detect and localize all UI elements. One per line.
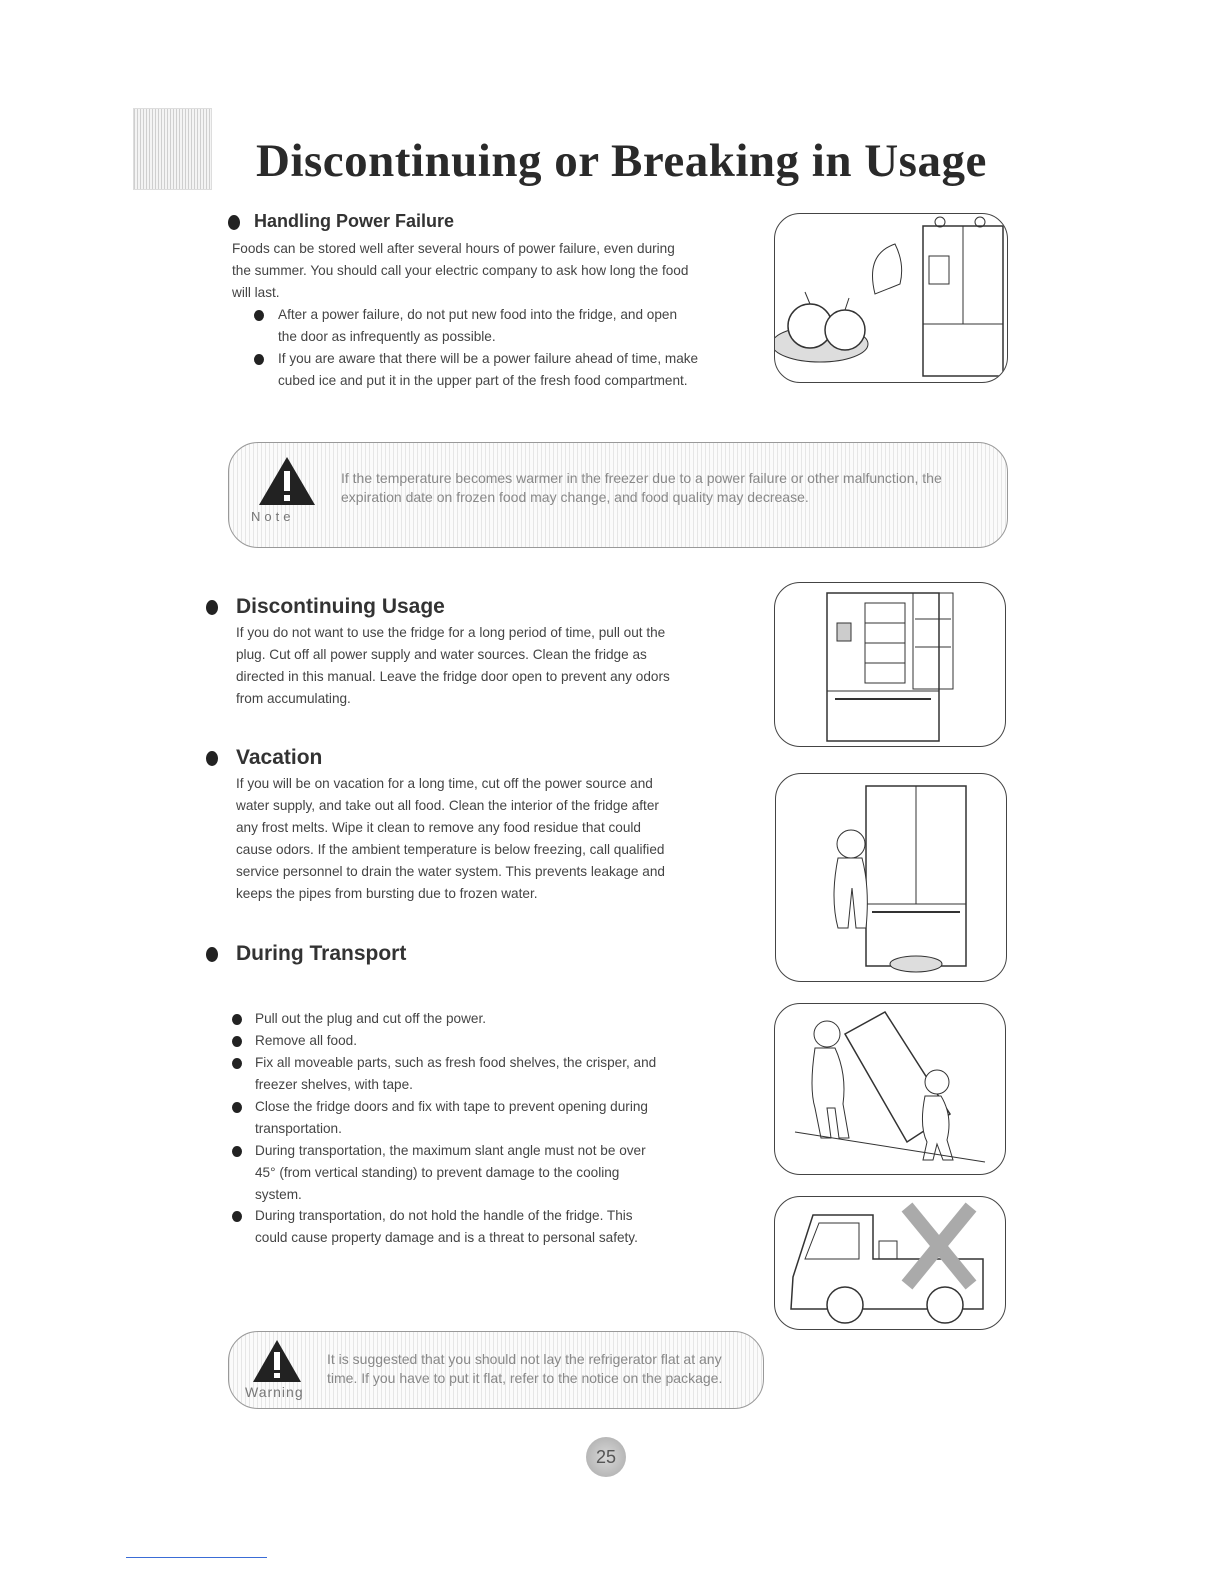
warning-box [228,1331,764,1409]
transport-heading: During Transport [236,942,407,965]
warning-line: It is suggested that you should not lay the refrigerator flat at any [327,1351,722,1367]
discontinuing-line: from accumulating. [236,691,351,706]
transport-bullet: transportation. [255,1121,342,1136]
transport-bullet: During transportation, the maximum slant angle must not be over [255,1143,646,1158]
power-failure-bullet: the door as infrequently as possible. [278,329,496,344]
bullet-dot-icon [254,310,264,321]
transport-bullet: could cause property damage and is a threat to personal safety. [255,1230,638,1245]
discontinuing-line: If you do not want to use the fridge for a long period of time, pull out the [236,625,666,640]
transport-bullet: 45° (from vertical standing) to prevent damage to the cooling [255,1165,620,1180]
transport-bullet: Fix all moveable parts, such as fresh food shelves, the crisper, and [255,1055,657,1070]
transport-bullet: Pull out the plug and cut off the power. [255,1011,487,1026]
bullet-dot-icon [206,947,218,962]
warning-triangle-icon [257,455,317,507]
vacation-line: cause odors. If the ambient temperature is below freezing, call qualified [236,842,665,857]
vacation-heading: Vacation [236,746,323,769]
page-number: 25 [586,1437,626,1477]
note-label: Note [251,509,295,524]
power-failure-bullet: cubed ice and put it in the upper part of the fresh food compartment. [278,373,688,388]
power-failure-line: will last. [232,285,280,300]
bullet-dot-icon [232,1014,242,1025]
bullet-dot-icon [232,1058,242,1069]
warning-label: Warning [245,1384,304,1400]
warning-line: time. If you have to put it flat, refer to the notice on the package. [327,1370,723,1386]
vacation-line: If you will be on vacation for a long time, cut off the power source and [236,776,653,791]
bullet-dot-icon [254,354,264,365]
vacation-line: water supply, and take out all food. Clean the interior of the fridge after [236,798,659,813]
transport-truck-illustration [774,1196,1006,1330]
transport-bullet: system. [255,1187,302,1202]
note-box [228,442,1008,548]
power-failure-heading: Handling Power Failure [254,211,455,231]
bullet-dot-icon [206,751,218,766]
transport-bullet: Remove all food. [255,1033,358,1048]
power-failure-illustration [774,213,1008,383]
bullet-dot-icon [232,1146,242,1157]
power-failure-bullet: If you are aware that there will be a power failure ahead of time, make [278,351,699,366]
transport-bullet: During transportation, do not hold the handle of the fridge. This [255,1208,633,1223]
bullet-dot-icon [232,1102,242,1113]
bullet-dot-icon [232,1211,242,1222]
warning-triangle-icon [251,1338,303,1384]
vacation-line: any frost melts. Wipe it clean to remove any food residue that could [236,820,641,835]
bullet-dot-icon [232,1036,242,1047]
transport-bullet: Close the fridge doors and fix with tape to prevent opening during [255,1099,648,1114]
transport-carry-illustration [774,1003,1006,1175]
transport-bullet: freezer shelves, with tape. [255,1077,413,1092]
bullet-dot-icon [206,600,218,615]
discontinuing-line: directed in this manual. Leave the fridge door open to prevent any odors [236,669,670,684]
footer-line [126,1557,267,1558]
note-line: If the temperature becomes warmer in the freezer due to a power failure or other malfunction, the [341,470,942,486]
vacation-illustration [775,773,1007,982]
power-failure-bullet: After a power failure, do not put new food into the fridge, and open [278,307,678,322]
bullet-dot-icon [228,215,240,230]
vacation-line: service personnel to drain the water system. This prevents leakage and [236,864,665,879]
vacation-line: keeps the pipes from bursting due to frozen water. [236,886,538,901]
note-line: expiration date on frozen food may change, and food quality may decrease. [341,489,809,505]
discontinuing-line: plug. Cut off all power supply and water sources. Clean the fridge as [236,647,647,662]
discontinuing-illustration [774,582,1006,747]
discontinuing-heading: Discontinuing Usage [236,595,445,618]
power-failure-line: the summer. You should call your electric company to ask how long the food [232,263,689,278]
page-title: Discontinuing or Breaking in Usage [256,135,987,187]
title-pattern-block [133,108,212,190]
power-failure-line: Foods can be stored well after several hours of power failure, even during [232,241,675,256]
